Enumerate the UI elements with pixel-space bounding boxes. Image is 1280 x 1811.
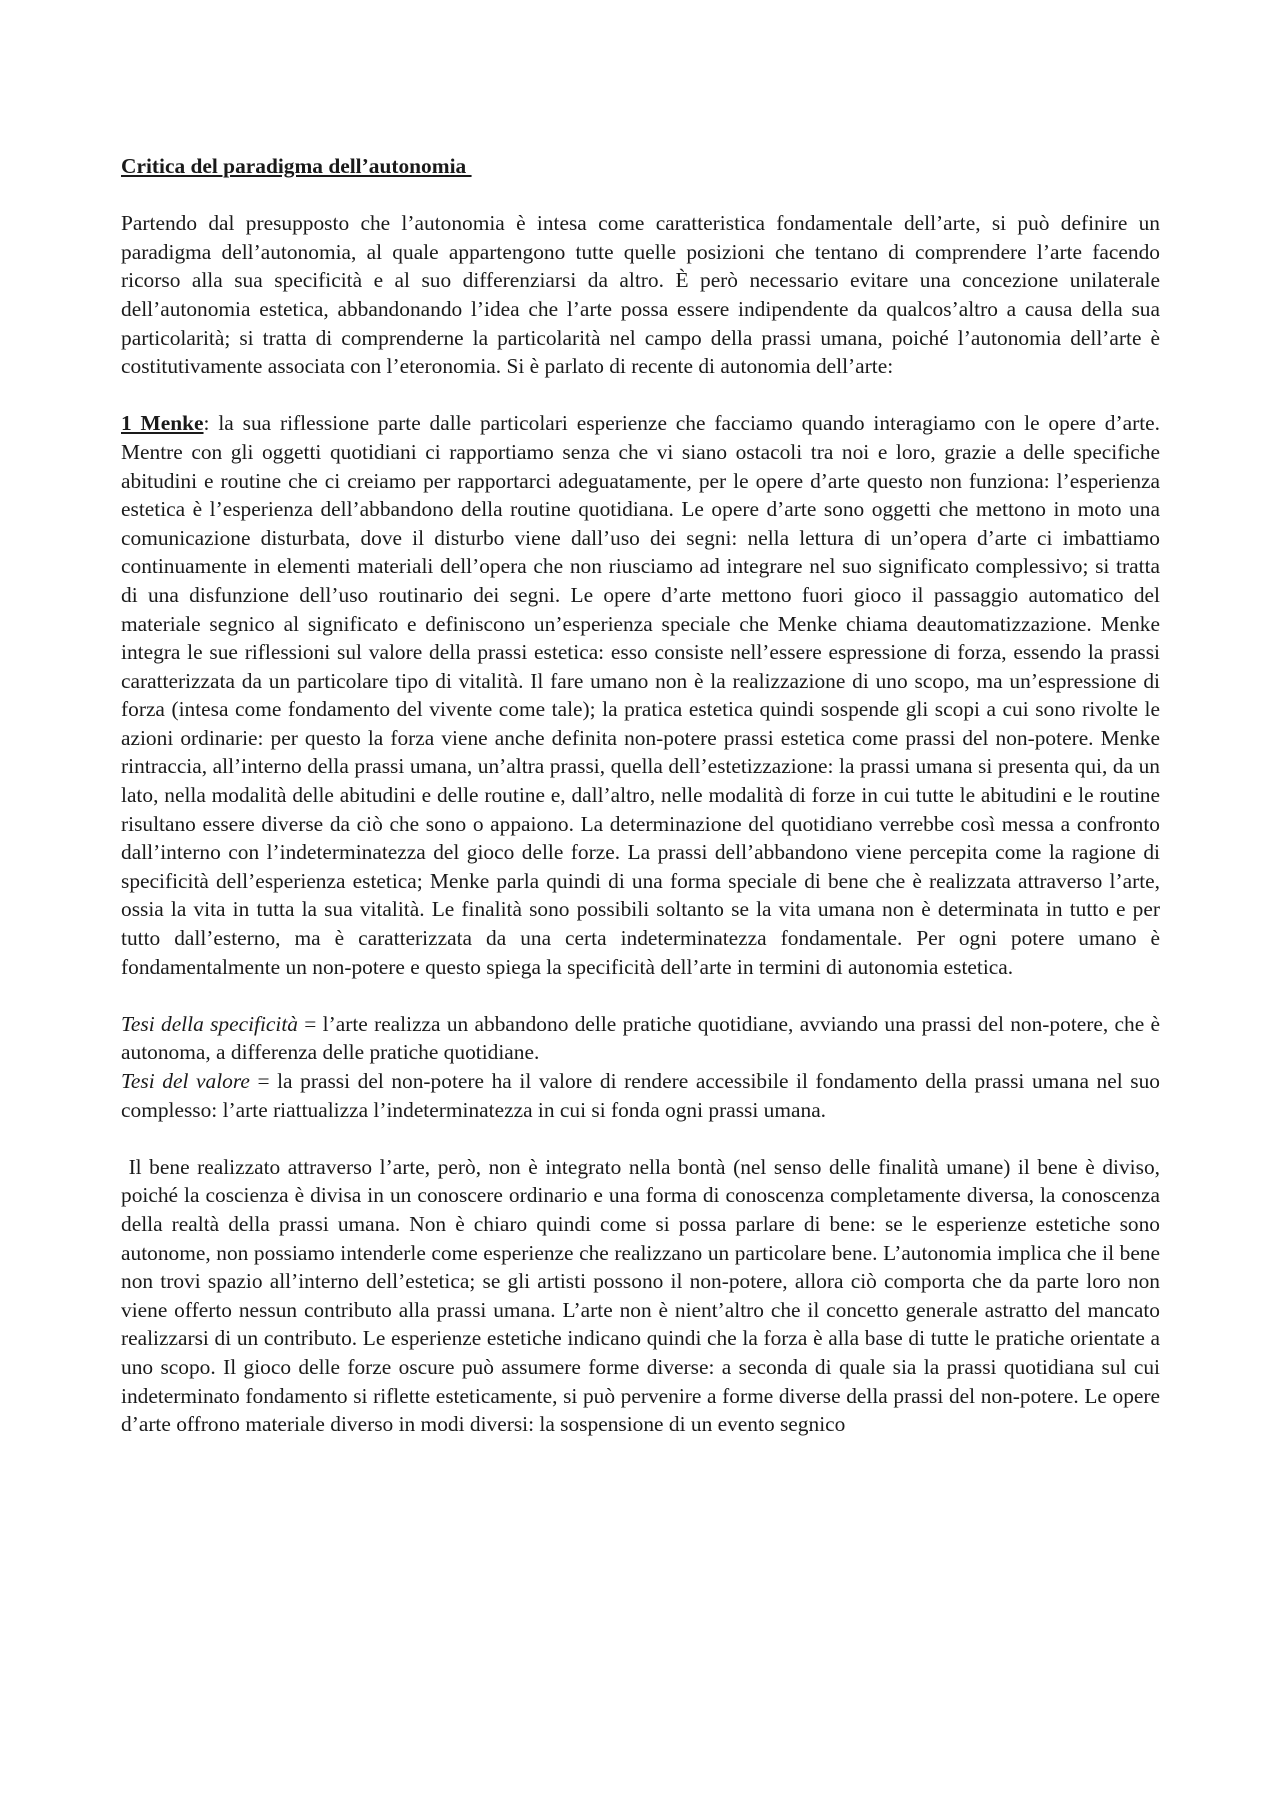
tesi-specificita-label: Tesi della specificità [121, 1011, 298, 1036]
tesi-specificita-paragraph [121, 1010, 1160, 1067]
tesi-valore-text: = la prassi del non-potere ha il valore di rendere accessibile il fondamento della prassi umana nel suo complesso: l’arte riattualizza l’indeterminatezza in cui si fonda ogni prassi umana. [121, 1069, 1160, 1122]
menke-paragraph [121, 409, 1160, 981]
document-title: Critica del paradigma dell’autonomia [121, 154, 472, 178]
document-page [121, 152, 1166, 1439]
tesi-valore-label: Tesi del valore [121, 1069, 250, 1093]
intro-paragraph: Partendo dal presupposto che l’autonomia è intesa come caratteristica fondamentale dell’arte, si può definire un paradigma dell’autonomia, al quale appartengono tutte quelle posizioni che tentano di comprendere l’arte facendo ricorso alla sua specificità e al suo differenziarsi da altro. È però necessario evitare una concezione unilaterale dell’autonomia estetica, abbandonando l’idea che l’arte possa essere indipendente da qualcos’altro a causa della sua particolarità; si tratta di comprenderne la particolarità nel campo della prassi umana, poiché l’autonomia dell’arte è costitutivamente associata con l’eteronomia. Si è parlato di recente di autonomia dell’arte: [121, 211, 1160, 379]
tesi-valore-paragraph [121, 1067, 1160, 1124]
menke-text: : la sua riflessione parte dalle particolari esperienze che facciamo quando interagiamo con le opere d’arte. Mentre con gli oggetti quotidiani ci rapportiamo senza che vi siano ostacoli tra noi e loro, grazie a delle specifiche abitudini e routine che ci creiamo per rapportarci adeguatamente, per le opere d’arte questo non funziona: l’esperienza estetica è l’esperienza dell’abbandono della routine quotidiana. Le opere d’arte sono oggetti che mettono in moto una comunicazione disturbata, dove il disturbo viene dall’uso dei segni: nella lettura di un’opera d’arte ci imbattiamo continuamente in elementi materiali dell’opera che non riusciamo ad integrare nel suo significato complessivo; si tratta di una disfunzione dell’uso routinario dei segni. Le opere d’arte mettono fuori gioco il passaggio automatico del materiale segnico al significato e definiscono un’esperienza speciale che Menke chiama deautomatizzazione. Menke integra le sue riflessioni sul valore della prassi estetica: esso consiste nell’essere espressione di forza, essendo la prassi caratterizzata da un particolare tipo di vitalità. Il fare umano non è la realizzazione di uno scopo, ma un’espressione di forza (intesa come fondamento del vivente come tale); la pratica estetica quindi sospende gli scopi a cui sono rivolte le azioni ordinarie: per questo la forza viene anche definita non-potere prassi estetica come prassi del non-potere. Menke rintraccia, all’interno della prassi umana, un’altra prassi, quella dell’estetizzazione: la prassi umana si presenta qui, da un lato, nella modalità delle abitudini e delle routine e, dall’altro, nelle modalità di forze in cui tutte le abitudini e le routine risultano essere diverse da ciò che sono o appaiono. La determinazione del quotidiano verrebbe così messa a confronto dall’interno con l’indeterminatezza del gioco delle forze. La prassi dell’abbandono viene percepita come la ragione di specificità dell’esperienza estetica; Menke parla quindi di una forma speciale di bene che è realizzata attraverso l’arte, ossia la vita in tutta la sua vitalità. Le finalità sono possibili soltanto se la vita umana non è determinata in tutto e per tutto dall’esterno, ma è caratterizzata da una certa indeterminatezza fondamentale. Per ogni potere umano è fondamentalmente un non-potere e questo spiega la specificità dell’arte in termini di autonomia estetica. [121, 411, 1161, 979]
tesi-specificita-text: = l’arte realizza un abbandono delle pratiche quotidiane, avviando una prassi del non-potere, che è autonoma, a differenza delle pratiche quotidiane. [121, 1011, 1160, 1065]
closing-paragraph: Il bene realizzato attraverso l’arte, però, non è integrato nella bontà (nel senso delle finalità umane) il bene è diviso, poiché la coscienza è divisa in un conoscere ordinario e una forma di conoscenza completamente diversa, la conoscenza della realtà della prassi umana. Non è chiaro quindi come si possa parlare di bene: se le esperienze estetiche sono autonome, non possiamo intenderle come esperienze che realizzano un particolare bene. L’autonomia implica che il bene non trovi spazio all’interno dell’estetica; se gli artisti possono il non-potere, allora ciò comporta che da parte loro non viene offerto nessun contributo alla prassi umana. L’arte non è nient’altro che il concetto generale astratto del mancato realizzarsi di un contributo. Le esperienze estetiche indicano quindi che la forza è alla base di tutte le pratiche orientate a uno scopo. Il gioco delle forze oscure può assumere forme diverse: a seconda di quale sia la prassi quotidiana sul cui indeterminato fondamento si riflette esteticamente, si può pervenire a forme diverse della prassi del non-potere. Le opere d’arte offrono materiale diverso in modi diversi: la sospensione di un evento segnico [121, 1154, 1166, 1437]
spacer [121, 981, 1160, 1010]
menke-heading: 1 Menke [121, 411, 204, 436]
spacer [121, 1124, 1160, 1153]
spacer [121, 381, 1160, 410]
spacer [121, 181, 1160, 210]
